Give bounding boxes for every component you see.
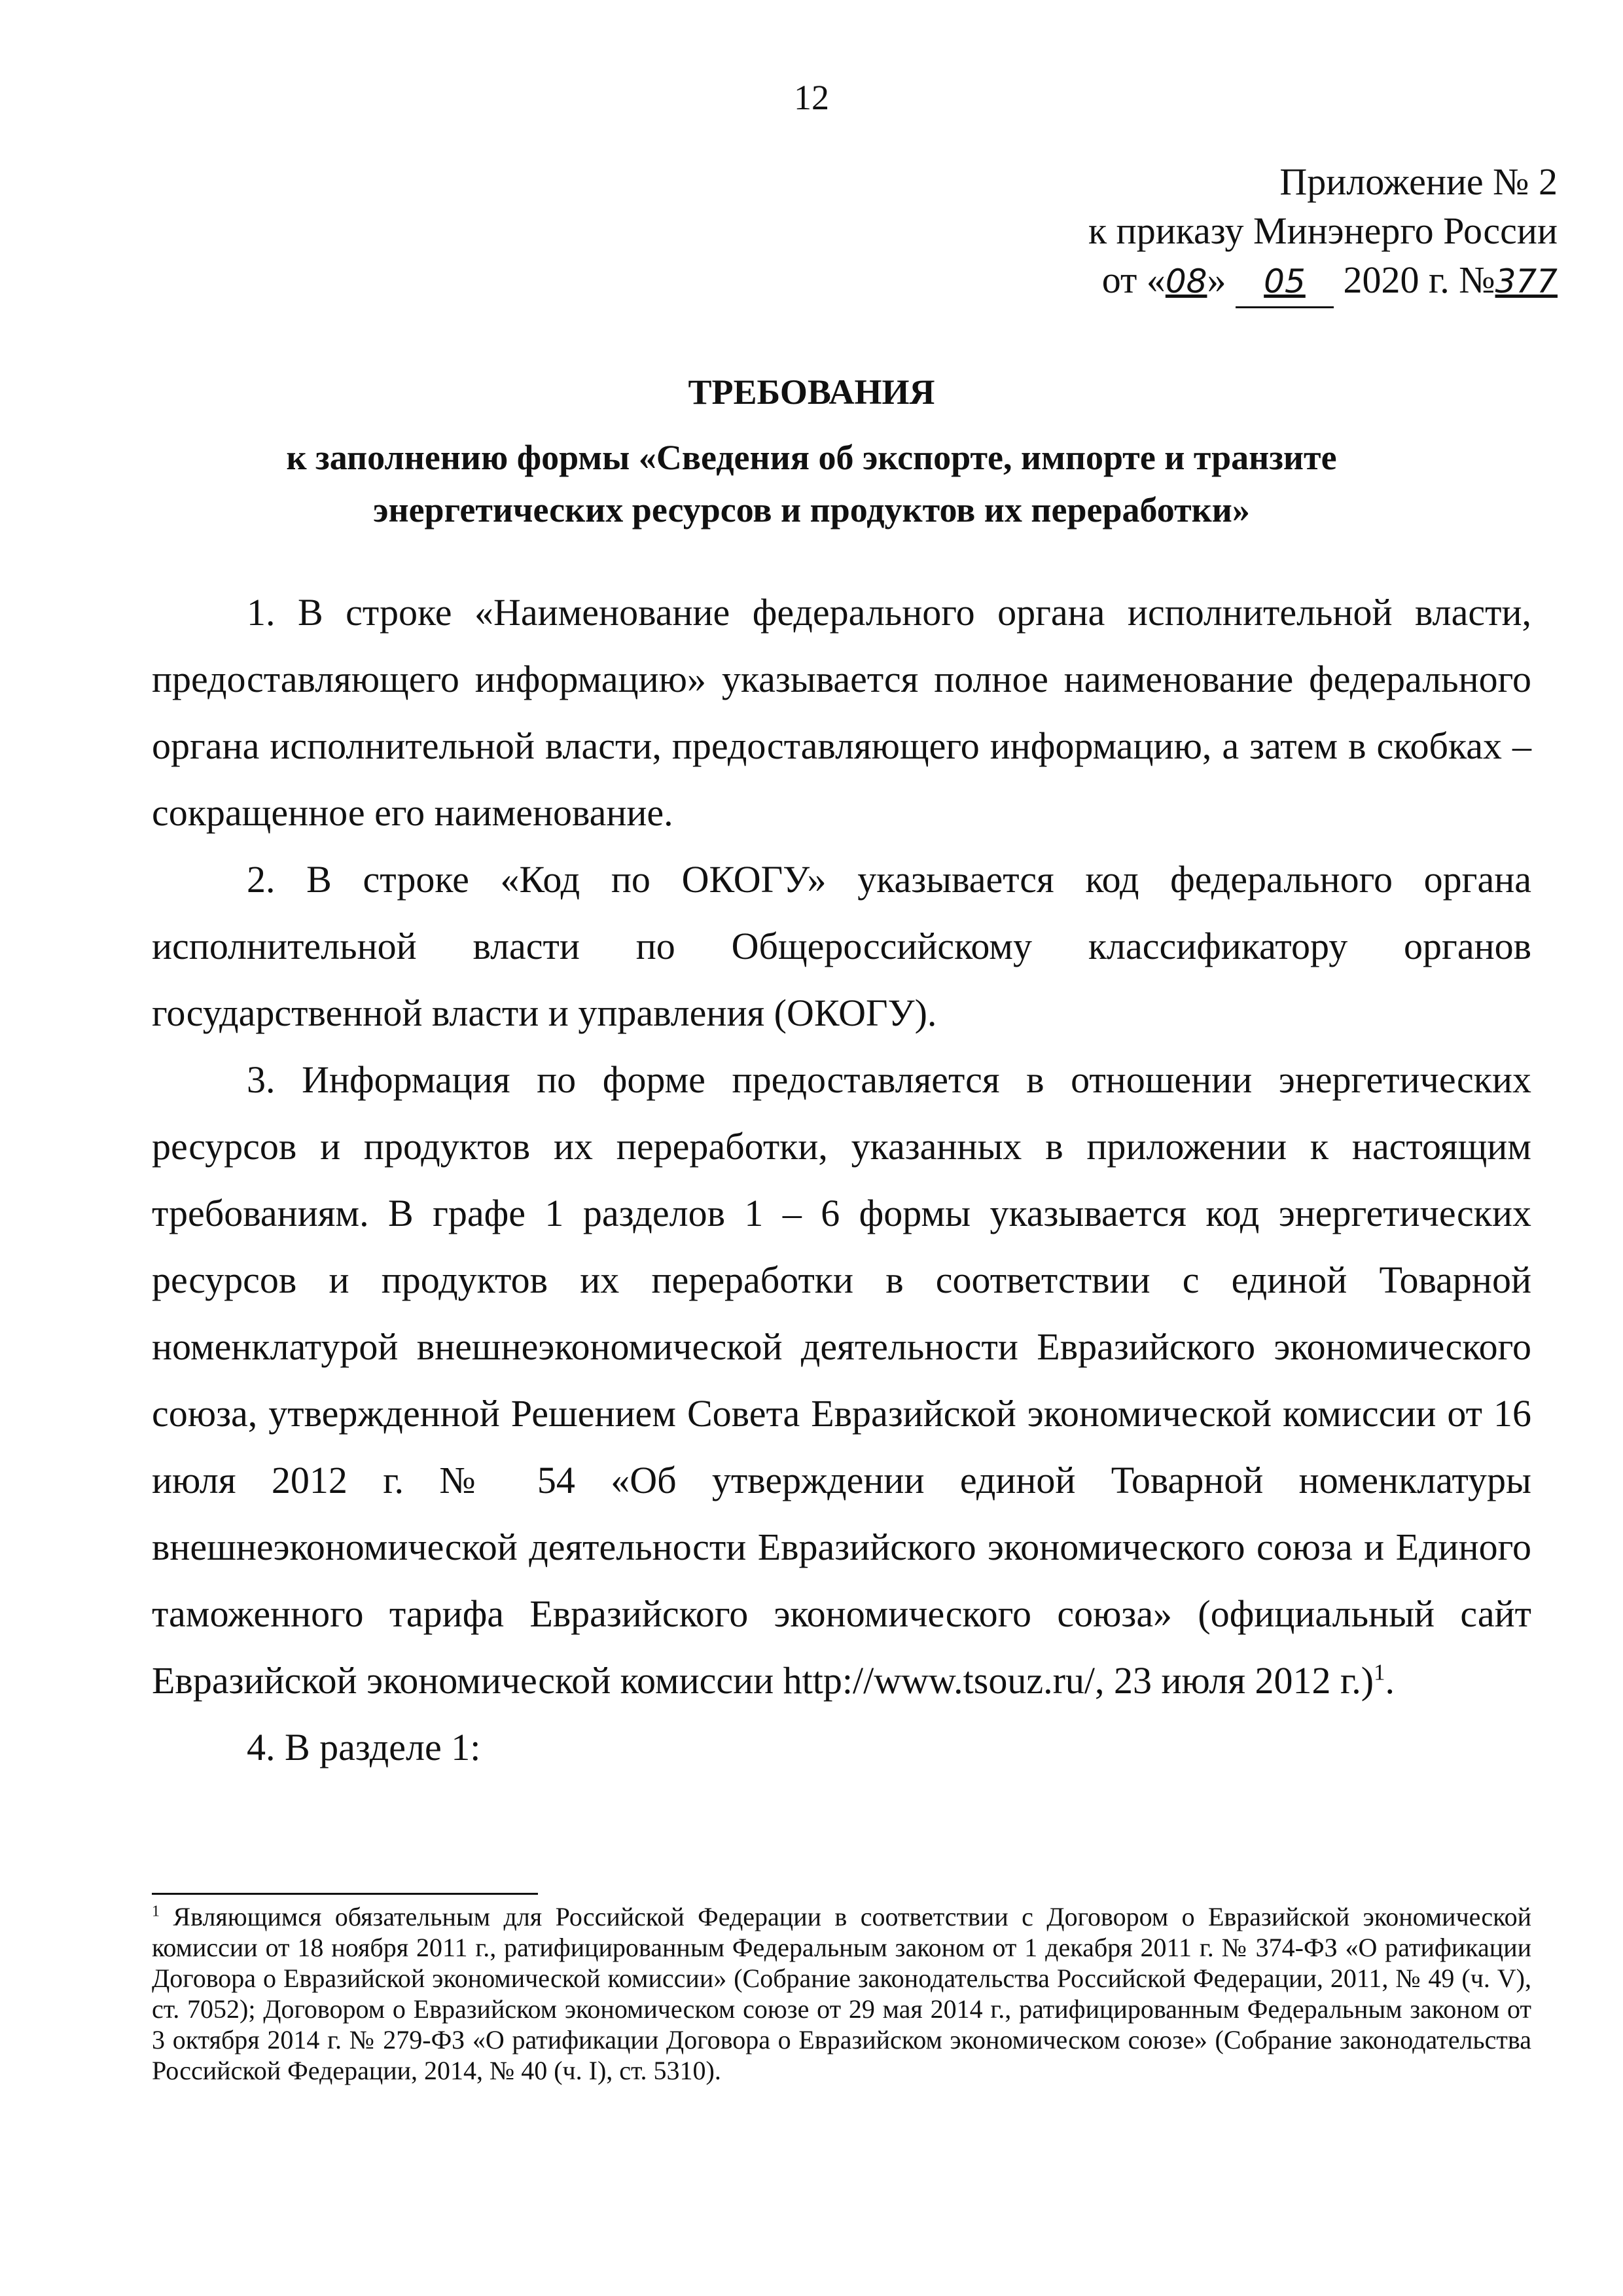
footnote-divider [152,1893,538,1895]
date-year: 2020 г. № [1343,259,1495,301]
date-prefix: от « [1101,259,1166,301]
page-number: 12 [794,78,829,117]
footnote-marker: 1 [152,1903,160,1920]
document-title: ТРЕБОВАНИЯ [688,372,935,412]
handwritten-month: 05 [1236,257,1334,308]
footnote-ref: 1 [1374,1659,1385,1685]
paragraph-2: 2. В строке «Код по ОКОГУ» указывается код федерального органа исполнительной власти по Общероссийскому классификатору органов государственной власти и управления (ОКОГУ). [152,858,1531,1034]
appendix-date-line [1041,255,1558,308]
paragraph-3: 3. Информация по форме предоставляется в отношении энергетических ресурсов и продуктов их переработки, указанных в приложении к настоящим требованиям. В графе 1 разделов 1 – 6 формы указывается код энергетических ресурсов и продуктов их переработки в соответствии с единой Товарной номенклатурой внешнеэкономической деятельности Евразийского экономического союза, утвержденной Решением Совета Евразийской экономической комиссии от 16 июля 2012 г. № 54 «Об утверждении единой Товарной номенклатуры внешнеэкономической деятельности Евразийского экономического союза и Единого таможенного тарифа Евразийского экономического союза» (официальный сайт Евразийской экономической комиссии http://www.tsouz.ru/, 23 июля 2012 г.)$^1$. [152,1058,1531,1702]
document-subtitle-line2: энергетических ресурсов и продуктов их переработки» [373,490,1250,529]
footnote-text: Являющимся обязательным для Российской Федерации в соответствии с Договором о Евразийской экономической комиссии от 18 ноября 2011 г., ратифицированным Федеральным законом от 1 декабря 2011 г. № 374-ФЗ «О ратификации Договора о Евразийской экономической комиссии» (Собрание законодательства Российской Федерации, 2011, № 49 (ч. V), ст. 7052); Договором о Евразийском экономическом союзе от 29 мая 2014 г., ратифицированным Федеральным законом от 3 октября 2014 г. № 279-ФЗ «О ратификации Договора о Евразийском экономическом союзе» (Собрание законодательства Российской Федерации, 2014, № 40 (ч. I), ст. 5310). [152,1902,1531,2085]
appendix-block [1041,157,1558,308]
footnote [152,1901,1531,2086]
paragraph-4: 4. В разделе 1: [247,1726,481,1768]
handwritten-order-number: 377 [1495,262,1558,300]
document-subtitle-line1: к заполнению формы «Сведения об экспорте, импорте и транзите [286,438,1337,477]
document-body [152,579,1531,1781]
paragraph-1: 1. В строке «Наименование федерального органа исполнительной власти, предоставляющего информацию» указывается полное наименование федерального органа исполнительной власти, предоставляющего информацию, а затем в скобках – сокращенное его наименование. [152,591,1531,834]
appendix-title: Приложение № 2 [1279,160,1558,203]
paragraph-3-text: 3. Информация по форме предоставляется в отношении энергетических ресурсов и продуктов их переработки, указанных в приложении к настоящим требованиям. В графе 1 разделов 1 – 6 формы указывается код энергетических ресурсов и продуктов их переработки в соответствии с единой Товарной номенклатурой внешнеэкономической деятельности Евразийского экономического союза, утвержденной Решением Совета Евразийской экономической комиссии от 16 июля 2012 г. № 54 «Об утверждении единой Товарной номенклатуры внешнеэкономической деятельности Евразийского экономического союза и Единого таможенного тарифа Евразийского экономического союза» (официальный сайт Евразийской экономической комиссии http://www.tsouz.ru/, 23 июля 2012 г.) [152,1058,1531,1702]
date-mid: » [1207,259,1226,301]
handwritten-day: 08 [1165,262,1207,300]
appendix-order-ref: к приказу Минэнерго России [1088,209,1558,252]
